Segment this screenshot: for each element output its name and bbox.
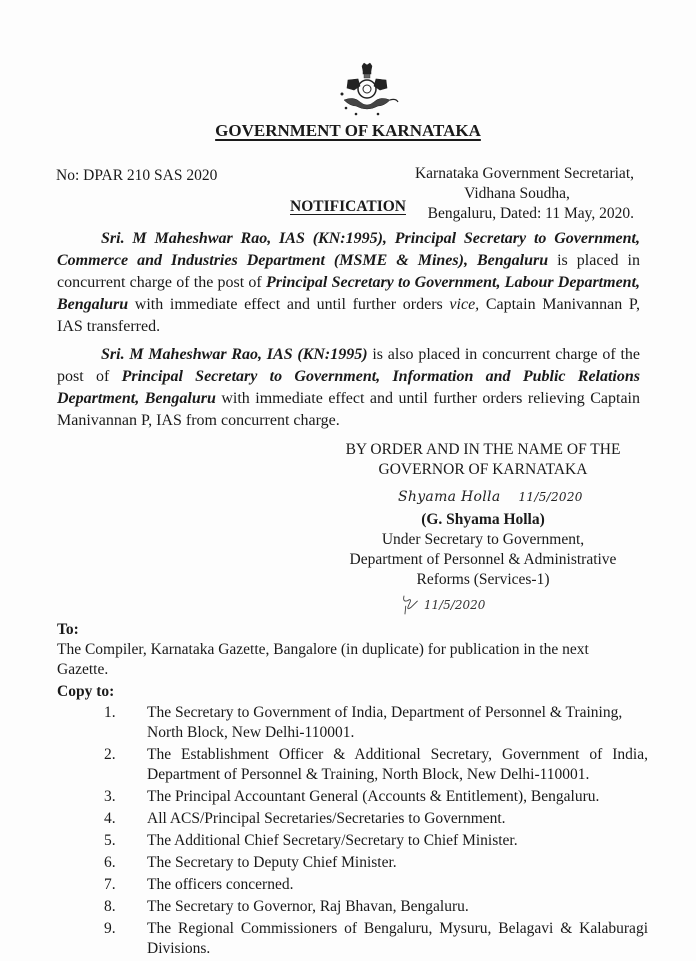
vice-text: vice, (449, 296, 480, 313)
text: with immediate effect and until further orders relieving Captain Manivannan P, IAS from concurrent charge. (57, 390, 640, 429)
copy-item (100, 919, 648, 959)
copy-item-text: The Secretary to Governor, Raj Bhavan, Bengaluru. (147, 898, 469, 915)
initials-scribble-icon (400, 594, 420, 616)
officer-name: Sri. M Maheshwar Rao, IAS (KN:1995) (101, 346, 368, 363)
copy-item-text: The Secretary to Deputy Chief Minister. (147, 854, 397, 871)
copy-item-text: The Secretary to Government of India, Department of Personnel & Training, North Block, New Delhi-110001. (147, 704, 623, 741)
karnataka-emblem-icon (334, 62, 400, 118)
notification-heading-text: NOTIFICATION (290, 198, 406, 215)
copy-item (100, 831, 648, 851)
signatory (330, 510, 636, 590)
copy-item-number: 9. (104, 920, 116, 937)
copy-item (100, 853, 648, 873)
copy-item-number: 3. (104, 788, 116, 805)
text: Captain Manivannan P, IAS transferred. (57, 296, 640, 335)
initials-date: 11/5/2020 (423, 598, 486, 612)
copy-item-number: 7. (104, 876, 116, 893)
officer-designation: Sri. M Maheshwar Rao, IAS (KN:1995), Principal Secretary to Government, Commerce and Industries Department (MSME & Mines), Bengaluru (57, 230, 640, 269)
copy-item-text: The officers concerned. (147, 876, 294, 893)
order-authority (330, 440, 636, 480)
notification-paragraph-2 (57, 344, 640, 432)
reference-number: No: DPAR 210 SAS 2020 (56, 167, 218, 184)
address-line: Karnataka Government Secretariat, (414, 165, 634, 182)
notification-paragraph-1 (57, 228, 640, 338)
signature-text: Shyama Holla (398, 489, 501, 505)
copy-item-number: 4. (104, 810, 116, 827)
copy-item-number: 1. (104, 704, 116, 721)
new-post: Principal Secretary to Government, Labour Department, Bengaluru (57, 274, 641, 313)
handwritten-signature (398, 488, 583, 506)
to-recipient: The Compiler, Karnataka Gazette, Bangalore (in duplicate) for publication in the next Gazette. (57, 641, 589, 678)
copy-item-text: The Additional Chief Secretary/Secretary to Chief Minister. (147, 832, 518, 849)
copy-item (100, 809, 648, 829)
designation-line: Reforms (Services-1) (416, 571, 550, 588)
copy-item (100, 703, 648, 743)
notification-heading (0, 197, 696, 217)
copy-item-number: 5. (104, 832, 116, 849)
copy-item (100, 745, 648, 785)
signatory-name: (G. Shyama Holla) (421, 511, 545, 528)
copy-item-number: 8. (104, 898, 116, 915)
text: with immediate effect and until further orders (128, 296, 450, 313)
copy-item-text: The Regional Commissioners of Bengaluru, Mysuru, Belagavi & Kalaburagi Divisions. (147, 920, 648, 957)
government-title-text: GOVERNMENT OF KARNATAKA (215, 121, 481, 140)
additional-post: Principal Secretary to Government, Information and Public Relations Department, Bengaluru (57, 368, 640, 407)
to-label: To: (57, 621, 79, 638)
copy-item-text: The Establishment Officer & Additional Secretary, Government of India, Department of Personnel & Training, North Block, New Delhi-110001. (147, 746, 648, 783)
copy-item-number: 2. (104, 746, 116, 763)
order-line: GOVERNOR OF KARNATAKA (378, 461, 588, 478)
address-line: Vidhana Soudha, (464, 185, 570, 202)
address-date-line: Bengaluru, Dated: 11 May, 2020. (427, 205, 634, 222)
copy-item (100, 787, 648, 807)
handwritten-initials (400, 594, 485, 616)
copy-item-text: All ACS/Principal Secretaries/Secretaries to Government. (147, 810, 506, 827)
text: is placed in concurrent charge of the post of (57, 252, 640, 291)
copy-item-text: The Principal Accountant General (Accounts & Entitlement), Bengaluru. (147, 788, 600, 805)
copy-item (100, 875, 648, 895)
designation-line: Department of Personnel & Administrative (349, 551, 617, 568)
copy-item (100, 897, 648, 917)
copy-item-number: 6. (104, 854, 116, 871)
text: is also placed in concurrent charge of the post of (57, 346, 640, 385)
order-line: BY ORDER AND IN THE NAME OF THE (345, 441, 621, 458)
copy-to-list (100, 703, 648, 961)
designation-line: Under Secretary to Government, (381, 531, 585, 548)
signature-date: 11/5/2020 (518, 490, 583, 504)
copy-to-label: Copy to: (57, 683, 115, 700)
government-title (0, 121, 696, 141)
